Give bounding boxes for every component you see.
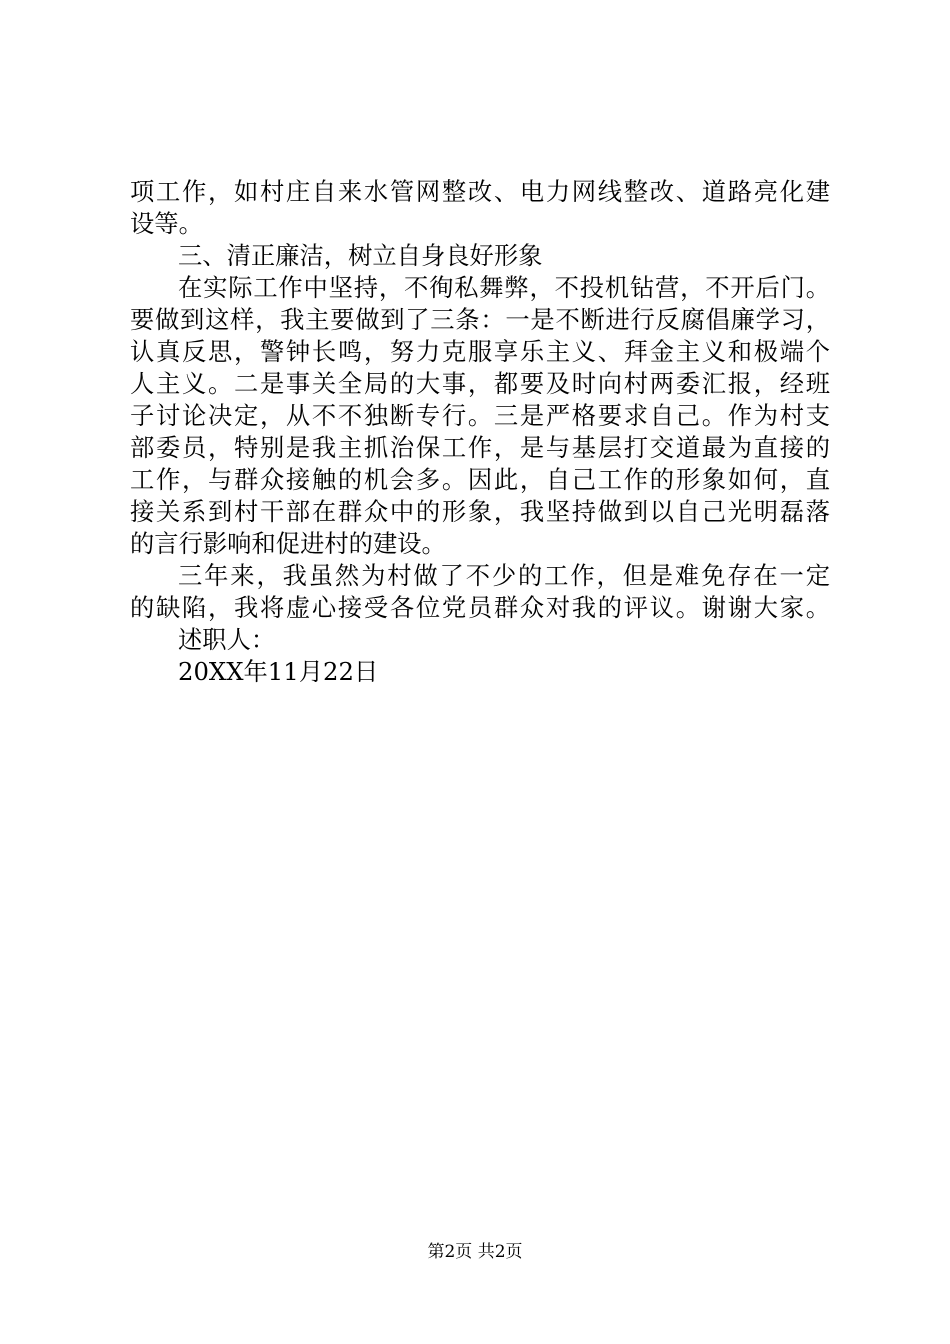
document-date: 20XX年11月22日 xyxy=(178,657,379,686)
signature-label: 述职人： xyxy=(178,625,276,654)
body-text-line: 的言行影响和促进村的建设。 xyxy=(130,529,446,558)
body-text-line: 三年来，我虽然为村做了不少的工作，但是难免存在一定 xyxy=(178,561,830,590)
body-text-line: 要做到这样，我主要做到了三条：一是不断进行反腐倡廉学习， xyxy=(130,305,830,334)
body-text-line: 项工作，如村庄自来水管网整改、电力网线整改、道路亮化建 xyxy=(130,177,830,206)
body-text-line: 部委员，特别是我主抓治保工作，是与基层打交道最为直接的 xyxy=(130,433,830,462)
body-text-line: 的缺陷，我将虚心接受各位党员群众对我的评议。谢谢大家。 xyxy=(130,593,830,622)
body-text-line: 认真反思，警钟长鸣，努力克服享乐主义、拜金主义和极端个 xyxy=(130,337,830,366)
body-text-line: 在实际工作中坚持，不徇私舞弊，不投机钻营，不开后门。 xyxy=(178,273,830,302)
section-heading: 三、清正廉洁，树立自身良好形象 xyxy=(178,241,543,270)
body-text-line: 人主义。二是事关全局的大事，都要及时向村两委汇报，经班 xyxy=(130,369,830,398)
body-text-line: 接关系到村干部在群众中的形象，我坚持做到以自己光明磊落 xyxy=(130,497,830,526)
body-text-line: 设等。 xyxy=(130,209,203,238)
body-text-line: 工作，与群众接触的机会多。因此，自己工作的形象如何，直 xyxy=(130,465,830,494)
body-text-line: 子讨论决定，从不不独断专行。三是严格要求自己。作为村支 xyxy=(130,401,830,430)
page-number-footer: 第2页 共2页 xyxy=(427,1242,523,1262)
